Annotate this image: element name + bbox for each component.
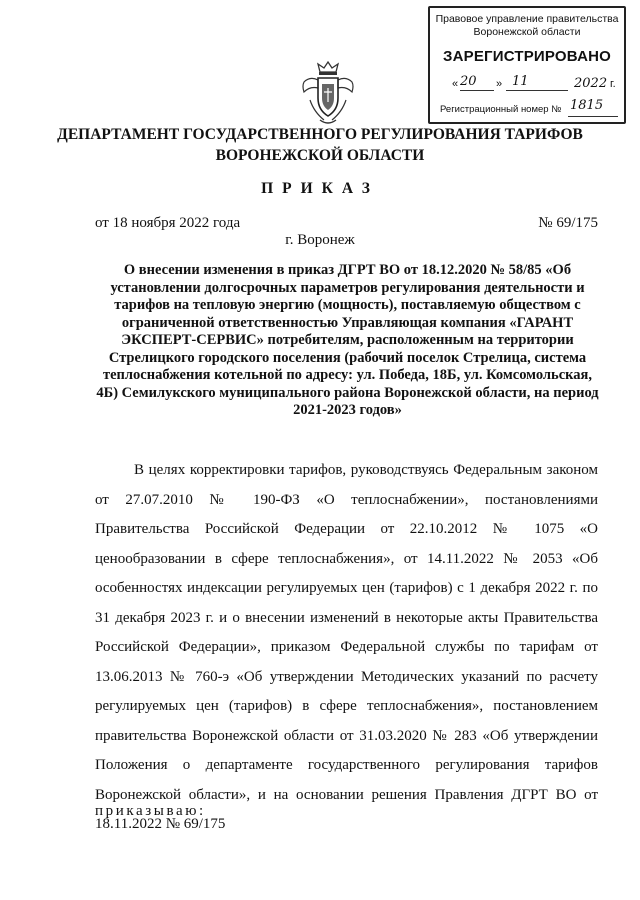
stamp-year-suffix: г. bbox=[610, 78, 616, 90]
registration-stamp bbox=[428, 6, 626, 124]
stamp-organization: Правовое управление правительства Воронежской области bbox=[435, 13, 619, 38]
document-number: № 69/175 bbox=[538, 215, 598, 231]
document-date: от 18 ноября 2022 года bbox=[95, 215, 241, 231]
stamp-reg-number: 1815 bbox=[570, 98, 604, 113]
document-subject: О внесении изменения в приказ ДГРТ ВО от 18.12.2020 № 58/85 «Об установлении долгосрочных параметров регулирования деятельности и тарифов на тепловую энергию (мощность), поставляемую обществом с ограниченной ответственностью Управляющая компания «ГАРАНТ ЭКСПЕРТ-СЕРВИС» потребителям, расположенным на территории Стрелицкого городского поселения (рабочий поселок Стрелица, система теплоснабжения котельной по адресу: ул. Победа, 18Б, ул. Комсомольская, 4Б) Семилукского муниципального района Воронежской области, на период 2021-2023 годов» bbox=[96, 262, 599, 418]
coat-of-arms-voronezh-icon bbox=[300, 60, 356, 130]
stamp-title: ЗАРЕГИСТРИРОВАНО bbox=[442, 48, 612, 65]
stamp-registration bbox=[440, 98, 604, 115]
department-name: ДЕПАРТАМЕНТ ГОСУДАРСТВЕННОГО РЕГУЛИРОВАНИЯ ТАРИФОВ ВОРОНЕЖСКОЙ ОБЛАСТИ bbox=[57, 126, 583, 164]
stamp-reg-label: Регистрационный номер № bbox=[440, 104, 562, 115]
body-paragraph: В целях корректировки тарифов, руководствуясь Федеральным законом от 27.07.2010 № 190-ФЗ «О теплоснабжении», постановлениями Правительства Российской Федерации от 22.10.2012 № 1075 «О ценообразовании в сфере теплоснабжения», от 14.11.2022 № 2053 «Об особенностях индексации регулируемых цен (тарифов) с 1 декабря 2022 г. по 31 декабря 2023 г. и о внесении изменений в некоторые акты Правительства Российской Федерации», приказом Федеральной службы по тарифам от 13.06.2013 № 760-э «Об утверждении Методических указаний по расчету регулируемых цен (тарифов) в сфере теплоснабжения», постановлением правительства Воронежской области от 31.03.2020 № 283 «Об утверждении Положения о департаменте государственного регулирования тарифов Воронежской области», и на основании решения Правления ДГРТ ВО от 18.11.2022 № 69/175 bbox=[95, 462, 598, 832]
document-type: ПРИКАЗ bbox=[261, 180, 379, 197]
stamp-day: 20 bbox=[460, 74, 477, 89]
stamp-quote-open: « bbox=[452, 78, 459, 90]
stamp-month: 11 bbox=[512, 74, 529, 89]
order-word: приказываю: bbox=[95, 803, 206, 819]
stamp-year: 2022 bbox=[574, 76, 608, 91]
stamp-quote-close: » bbox=[496, 78, 503, 90]
document-city: г. Воронеж bbox=[285, 232, 355, 248]
